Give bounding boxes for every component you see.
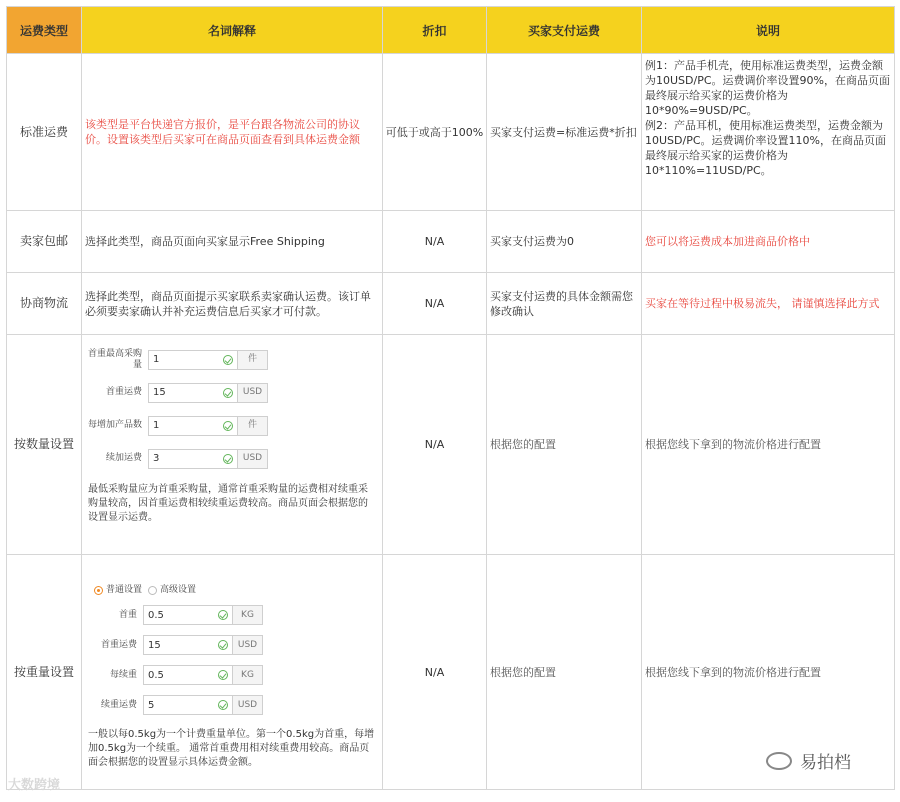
buyer-pay-cell: 根据您的配置	[487, 555, 642, 790]
field-value: 1	[153, 420, 160, 431]
field-label: 续重运费	[100, 699, 137, 710]
form-row	[82, 630, 382, 660]
weight-form	[82, 555, 382, 770]
field-value: 1	[153, 354, 160, 365]
table-row-standard	[7, 54, 895, 211]
check-icon	[223, 355, 233, 365]
field-value: 15	[148, 639, 161, 651]
explain-cell: 选择此类型，商品页面提示买家联系卖家确认运费。该订单必须要卖家确认并补充运费信息后买家才可付款。	[82, 273, 383, 335]
watermark-right-label: 易拍档	[800, 753, 851, 773]
first-weight-fee-input[interactable]	[143, 635, 233, 655]
field-label: 首重	[118, 609, 137, 620]
form-note: 最低采购量应为首重采购量，通常首重采购量的运费相对续重采购量较高，因首重运费相较续重运费较高。商品页面会根据您的设置显示运费。	[88, 484, 368, 523]
unit-label: USD	[233, 635, 263, 655]
field-value: 5	[148, 699, 155, 711]
check-icon	[223, 421, 233, 431]
type-cell: 标准运费	[7, 54, 82, 211]
mode-radio-group	[82, 580, 382, 600]
form-row	[82, 442, 382, 475]
note-cell: 例1：产品手机壳，使用标准运费类型，运费金额为10USD/PC。运费调价率设置90%，在商品页面最终展示给买家的运费价格为10*90%=9USD/PC。 例2：产品耳机，使用标准运费类型，运费金额为10USD/PC。运费调价率设置110%，在商品页面最终展示给买家的运费价格为 10*110%=11USD/PC。	[642, 54, 895, 211]
table-row-weight	[7, 555, 895, 790]
additional-weight-input[interactable]	[143, 665, 233, 685]
header-row	[7, 7, 895, 54]
unit-label: 件	[238, 350, 268, 370]
note-cell: 根据您线下拿到的物流价格进行配置	[642, 335, 895, 555]
discount-cell: N/A	[383, 555, 487, 790]
table-row-free	[7, 211, 895, 273]
unit-label: KG	[233, 665, 263, 685]
header-note: 说明	[642, 7, 895, 54]
quantity-form	[82, 335, 382, 525]
note-cell: 根据您线下拿到的物流价格进行配置	[642, 555, 895, 790]
header-buyer-pay: 买家支付运费	[487, 7, 642, 54]
wechat-icon	[766, 752, 792, 770]
additional-weight-fee-input[interactable]	[143, 695, 233, 715]
buyer-pay-cell: 根据您的配置	[487, 335, 642, 555]
form-row	[82, 409, 382, 442]
check-icon	[218, 610, 228, 620]
field-label: 首重运费	[105, 387, 142, 397]
discount-cell: N/A	[383, 211, 487, 273]
first-fee-input[interactable]	[148, 383, 238, 403]
explain-cell	[82, 555, 383, 790]
form-note: 一般以每0.5kg为一个计费重量单位。第一个0.5kg为首重，每增加0.5kg为一个续重。 通常首重费用相对续重费用较高。商品页面会根据您的设置显示具体运费金额。	[88, 729, 375, 768]
field-value: 3	[153, 453, 160, 464]
header-explain: 名词解释	[82, 7, 383, 54]
type-cell: 按重量设置	[7, 555, 82, 790]
discount-cell: 可低于或高于100%	[383, 54, 487, 211]
form-row	[82, 660, 382, 690]
type-cell: 协商物流	[7, 273, 82, 335]
field-label: 每续重	[109, 669, 137, 680]
buyer-pay-cell: 买家支付运费为0	[487, 211, 642, 273]
form-row	[82, 376, 382, 409]
header-type: 运费类型	[7, 7, 82, 54]
watermark-right	[766, 748, 851, 773]
radio-advanced[interactable]	[148, 586, 157, 595]
first-weight-input[interactable]	[143, 605, 233, 625]
radio-normal[interactable]	[94, 586, 103, 595]
type-cell: 卖家包邮	[7, 211, 82, 273]
check-icon	[218, 640, 228, 650]
field-label: 首重运费	[100, 639, 137, 650]
check-icon	[223, 454, 233, 464]
explain-cell	[82, 335, 383, 555]
radio-advanced-label: 高级设置	[160, 584, 197, 595]
unit-label: KG	[233, 605, 263, 625]
buyer-pay-cell: 买家支付运费=标准运费*折扣	[487, 54, 642, 211]
explain-cell: 选择此类型，商品页面向买家显示Free Shipping	[82, 211, 383, 273]
form-row	[82, 343, 382, 376]
unit-label: USD	[238, 383, 268, 403]
check-icon	[218, 670, 228, 680]
note-cell: 买家在等待过程中极易流失， 请谨慎选择此方式	[642, 273, 895, 335]
field-value: 0.5	[148, 609, 164, 621]
shipping-types-table	[6, 6, 895, 790]
unit-label: USD	[233, 695, 263, 715]
unit-label: 件	[238, 416, 268, 436]
discount-cell: N/A	[383, 335, 487, 555]
first-quantity-input[interactable]	[148, 350, 238, 370]
watermark-left: 大数跨境	[8, 778, 61, 793]
field-value: 15	[153, 387, 166, 398]
header-discount: 折扣	[383, 7, 487, 54]
field-label: 首重最高采购量	[87, 348, 142, 370]
buyer-pay-cell: 买家支付运费的具体金额需您修改确认	[487, 273, 642, 335]
field-label: 续加运费	[105, 453, 142, 463]
field-value: 0.5	[148, 669, 164, 681]
table-row-quantity	[7, 335, 895, 555]
explain-cell: 该类型是平台快递官方报价，是平台跟各物流公司的协议价。设置该类型后买家可在商品页面查看到具体运费金额	[82, 54, 383, 211]
form-row	[82, 600, 382, 630]
unit-label: USD	[238, 449, 268, 469]
additional-fee-input[interactable]	[148, 449, 238, 469]
table-row-negotiate	[7, 273, 895, 335]
additional-quantity-input[interactable]	[148, 416, 238, 436]
check-icon	[218, 700, 228, 710]
form-row	[82, 690, 382, 720]
note-cell: 您可以将运费成本加进商品价格中	[642, 211, 895, 273]
radio-normal-label: 普通设置	[106, 584, 143, 595]
type-cell: 按数量设置	[7, 335, 82, 555]
field-label: 每增加产品数	[87, 420, 142, 430]
discount-cell: N/A	[383, 273, 487, 335]
check-icon	[223, 388, 233, 398]
